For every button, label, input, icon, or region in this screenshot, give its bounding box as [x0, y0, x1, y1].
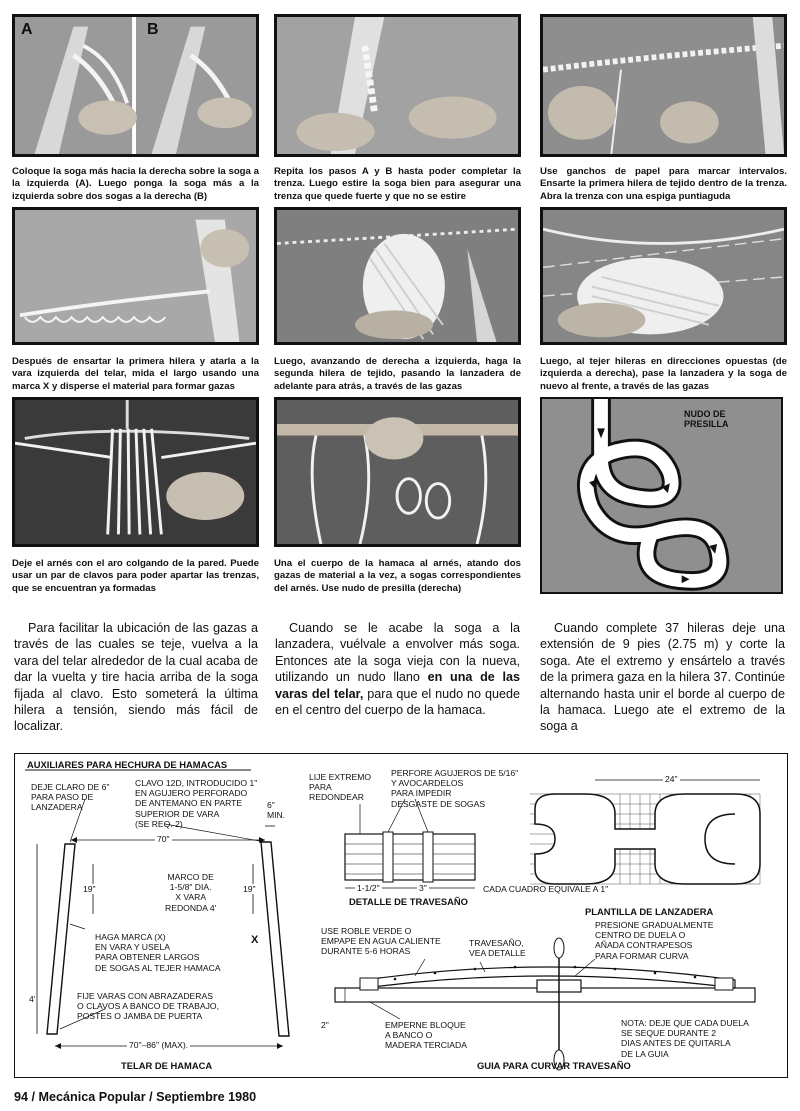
loom-dim-19-right: 19" — [243, 884, 256, 894]
loom-dim-4ft: 4' — [29, 994, 36, 1004]
loom-title: TELAR DE HAMACA — [121, 1060, 213, 1071]
photo-first-row — [12, 207, 259, 345]
photo-opposite-rows — [540, 207, 787, 345]
diagram-header: AUXILIARES PARA HECHURA DE HAMACAS — [27, 759, 228, 770]
loom-x-mark: X — [251, 934, 259, 946]
photo-attach-body — [274, 397, 521, 547]
loom-min-note: 6" MIN. — [267, 800, 286, 821]
knot-illustration — [540, 397, 783, 594]
photo-paper-clips — [540, 14, 787, 157]
caption-3: Use ganchos de papel para marcar intervalos. Ensarte la primera hilera de tejido dentro de la trenza. Abra la trenza con una espiga puntiaguda — [540, 166, 787, 202]
bending-note: NOTA: DEJE QUE CADA DUELA SE SEQUE DURANTE 2 DIAS ANTES DE QUITARLA DE LA GUIA — [621, 1018, 749, 1059]
shuttle-width: 24" — [665, 774, 678, 784]
caption-2: Repita los pasos A y B hasta poder completar la trenza. Luego estire la soga bien para asegurar una trenza que quede fuerte y que no se estire — [274, 166, 521, 202]
loom-dim-19-left: 19" — [83, 884, 96, 894]
body-col2-pre: Cuando se le acabe la soga a la lanzadera, vuélvale a envolver más soga. Entonces ate la soga vieja con la nueva, utilizando un nudo llano — [275, 621, 520, 685]
bending-spreader-ref: TRAVESAÑO, VEA DETALLE — [469, 938, 526, 959]
loom-gap-note: DEJE CLARO DE 6" PARA PASO DE LANZADERA — [31, 782, 110, 813]
photo-braid-steps-ab — [12, 14, 259, 157]
bending-press-note: PRESIONE GRADUALMENTE CENTRO DE DUELA O AÑADA CONTRAPESOS PARA FORMAR CURVA — [595, 920, 714, 961]
step-a-letter: A — [21, 21, 33, 38]
spreader-dim-b: 3" — [419, 883, 427, 893]
step-b-letter: B — [147, 21, 159, 38]
spreader-title: DETALLE DE TRAVESAÑO — [349, 896, 468, 907]
caption-4: Después de ensartar la primera hilera y atarla a la vara izquierda del telar, mida el largo usando una marca X y disperse el material para formar gazas — [12, 356, 259, 392]
loom-mark-note: HAGA MARCA (X) EN VARA Y USELA PARA OBTENER LARGOS DE SOGAS AL TEJER HAMACA — [95, 932, 221, 973]
caption-7: Deje el arnés con el aro colgando de la pared. Puede usar un par de clavos para poder apartar las trenzas, que se encuentran ya formadas — [12, 558, 259, 594]
spreader-holes-note: PERFORE AGUJEROS DE 5/16" Y AVOCARDELOS PARA IMPEDIR DESGASTE DE SOGAS — [391, 768, 519, 809]
loom-width-top: 70" — [157, 834, 170, 844]
spreader-dim-a: 1-1/2" — [357, 883, 380, 893]
loom-fix-note: FIJE VARAS CON ABRAZADERAS O CLAVOS A BANCO DE TRABAJO, POSTES O JAMBA DE PUERTA — [77, 991, 219, 1022]
bending-wood-note: USE ROBLE VERDE O EMPAPE EN AGUA CALIENTE DURANTE 5-6 HORAS — [321, 926, 441, 957]
caption-8: Una el cuerpo de la hamaca al arnés, atando dos gazas de material a la vez, a sogas correspondientes del arnés. Use nudo de presilla (derecha) — [274, 558, 521, 594]
spreader-edge-note: LIJE EXTREMO PARA REDONDEAR — [309, 772, 372, 803]
body-column-1: Para facilitar la ubicación de las gazas a través de las cuales se teje, vuelva a la vara del telar alrededor de la cual acaba de dar la vuelta y tire hacia arriba de la soga fijada al clavo. Esto someterá la última hilera a tensión, siendo más fácil de localizar. — [14, 621, 258, 734]
shuttle-title: PLANTILLA DE LANZADERA — [585, 906, 714, 917]
body-col2-post: para que el nudo no quede en el centro del cuerpo de la hamaca. — [275, 686, 520, 718]
caption-5: Luego, avanzando de derecha a izquierda, haga la segunda hilera de tejido, pasando la lanzadera de adelante para atrás, a través de las gazas — [274, 356, 521, 392]
page-folio: 94 / Mecánica Popular / Septiembre 1980 — [14, 1090, 257, 1104]
body-column-2 — [275, 620, 520, 718]
loom-width-bottom: 70"–86" (MAX). — [129, 1040, 189, 1050]
bending-title: GUIA PARA CURVAR TRAVESAÑO — [477, 1060, 631, 1071]
diagram-panel — [14, 753, 788, 1078]
loom-frame-note: MARCO DE 1-5/8" DIA. X VARA REDONDA 4' — [165, 872, 217, 913]
body-column-3: Cuando complete 37 hileras deje una extensión de 9 pies (2.75 m) y corte la soga. Ate el extremo y ensártelo a través de la primera gaza en la hilera 37. Continúe alternando hasta unir el borde al cuerpo de la hamaca. Luego ate el extremo de la soga a — [540, 621, 785, 734]
shuttle-grid-note: CADA CUADRO EQUIVALE A 1" — [483, 884, 609, 894]
bending-block-note: EMPERNE BLOQUE A BANCO O MADERA TERCIADA — [385, 1020, 467, 1051]
photo-second-row — [274, 207, 521, 345]
body-col2-bold: en una de las varas del telar, — [275, 670, 520, 701]
loom-nail-note: CLAVO 12D, INTRODUCIDO 1" EN AGUJERO PERFORADO DE ANTEMANO EN PARTE SUPERIOR DE VARA (SE REQ. 2) — [135, 778, 258, 829]
photo-braid-complete — [274, 14, 521, 157]
caption-6: Luego, al tejer hileras en direcciones opuestas (de izquierda a derecha), pase la lanzadera y la soga de nuevo al frente, a través de las gazas — [540, 356, 787, 392]
photo-harness — [12, 397, 259, 547]
knot-label: NUDO DE PRESILLA — [684, 409, 729, 430]
caption-1: Coloque la soga más hacia la derecha sobre la soga a la izquierda (A). Luego ponga la soga más a la izquierda sobre dos sogas a la derecha (B) — [12, 166, 259, 202]
bending-dim-2: 2" — [321, 1020, 329, 1030]
